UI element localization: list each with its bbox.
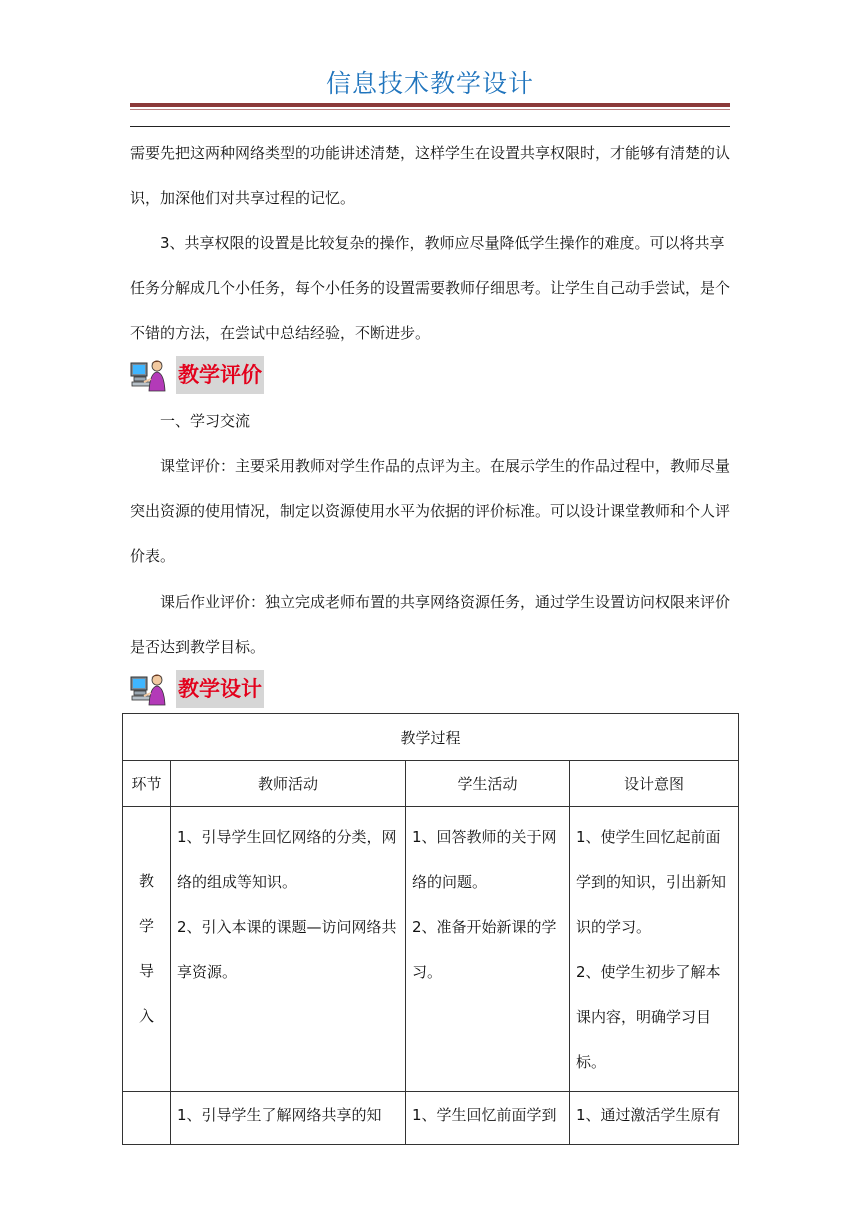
design-intent-item: 1、使学生回忆起前面学到的知识，引出新知识的学习。 (576, 828, 727, 936)
teaching-process-table (122, 713, 739, 1145)
teacher-computer-icon (130, 671, 168, 707)
table-header-stage: 环节 (123, 761, 171, 807)
stage-char: 导 (138, 962, 154, 980)
teacher-activity-item: 1、引导学生回忆网络的分类，网络的组成等知识。 (177, 828, 397, 891)
intro-paragraph-1: 需要先把这两种网络类型的功能讲述清楚，这样学生在设置共享权限时，才能够有清楚的认识，加深他们对共享过程的记忆。 (130, 144, 731, 207)
design-intent-cell (570, 807, 739, 1092)
teacher-activity-item: 2、引入本课的课题—访问网络共享资源。 (177, 918, 397, 981)
teacher-activity-cell (171, 807, 406, 1092)
table-row (123, 1092, 739, 1145)
design-intent-item: 1、通过激活学生原有 (576, 1106, 721, 1124)
evaluation-paragraph-2: 课后作业评价：独立完成老师布置的共享网络资源任务，通过学生设置访问权限来评价是否达到教学目标。 (130, 593, 731, 656)
section-label-evaluation: 教学评价 (176, 356, 264, 394)
stage-char: 学 (138, 917, 154, 935)
header-rule-black (130, 126, 730, 127)
student-activity-item: 1、回答教师的关于网络的问题。 (412, 828, 557, 891)
table-row (123, 807, 739, 1092)
teacher-computer-icon (130, 357, 168, 393)
design-intent-cell (570, 1092, 739, 1145)
teacher-activity-item: 1、引导学生了解网络共享的知 (177, 1106, 382, 1124)
section-label-design: 教学设计 (176, 670, 264, 708)
teacher-activity-cell (171, 1092, 406, 1145)
evaluation-subheading: 一、学习交流 (160, 412, 251, 430)
page-title: 信息技术教学设计 (325, 69, 534, 98)
stage-char: 教 (138, 872, 154, 890)
stage-char: 入 (138, 1007, 154, 1025)
table-caption: 教学过程 (123, 714, 739, 761)
section-heading-evaluation (130, 355, 264, 395)
stage-cell (123, 807, 171, 1092)
stage-cell (123, 1092, 171, 1145)
evaluation-paragraph-1: 课堂评价：主要采用教师对学生作品的点评为主。在展示学生的作品过程中，教师尽量突出资源的使用情况，制定以资源使用水平为依据的评价标准。可以设计课堂教师和个人评价表。 (130, 457, 731, 565)
student-activity-cell (406, 807, 570, 1092)
student-activity-item: 2、准备开始新课的学习。 (412, 918, 557, 981)
student-activity-cell (406, 1092, 570, 1145)
header-rule-thick (130, 103, 730, 107)
header-rule-thin (130, 109, 730, 110)
intro-paragraph-2: 3、共享权限的设置是比较复杂的操作，教师应尽量降低学生操作的难度。可以将共享任务分解成几个小任务，每个小任务的设置需要教师仔细思考。让学生自己动手尝试，是个不错的方法，在尝试中总结经验，不断进步。 (130, 234, 731, 342)
table-header-intent: 设计意图 (570, 761, 739, 807)
design-intent-item: 2、使学生初步了解本课内容，明确学习目标。 (576, 963, 721, 1071)
table-header-teacher: 教师活动 (171, 761, 406, 807)
student-activity-item: 1、学生回忆前面学到 (412, 1106, 557, 1124)
section-heading-design (130, 669, 264, 709)
table-header-student: 学生活动 (406, 761, 570, 807)
